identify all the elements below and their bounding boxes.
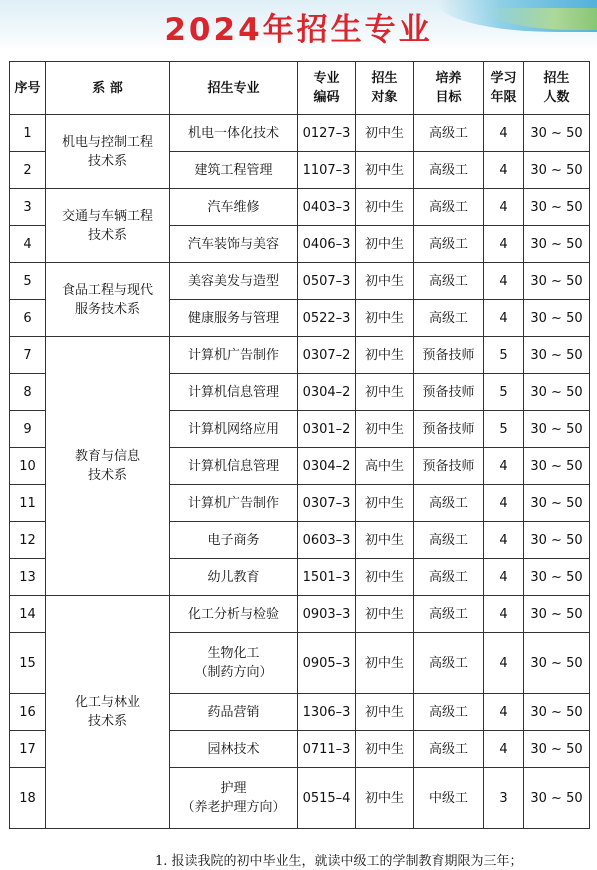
footnote: 1. 报读我院的初中毕业生，就读中级工的学制教育期限为三年； xyxy=(155,854,523,869)
cell-seq: 4 xyxy=(10,226,46,263)
table-row xyxy=(10,189,590,226)
cell-code: 0903–3 xyxy=(298,596,356,633)
cell-years: 5 xyxy=(484,337,524,374)
cell-target: 初中生 xyxy=(356,263,414,300)
cell-code: 0304–2 xyxy=(298,374,356,411)
header-target: 招生 对象 xyxy=(356,62,414,115)
cell-department: 教育与信息 技术系 xyxy=(46,337,170,596)
cell-years: 4 xyxy=(484,152,524,189)
cell-major: 园林技术 xyxy=(170,731,298,768)
cell-goal: 高级工 xyxy=(414,559,484,596)
cell-department: 食品工程与现代 服务技术系 xyxy=(46,263,170,337)
cell-seq: 9 xyxy=(10,411,46,448)
cell-seq: 6 xyxy=(10,300,46,337)
cell-target: 初中生 xyxy=(356,337,414,374)
cell-department: 交通与车辆工程 技术系 xyxy=(46,189,170,263)
cell-code: 0507–3 xyxy=(298,263,356,300)
cell-target: 初中生 xyxy=(356,768,414,829)
cell-years: 4 xyxy=(484,596,524,633)
cell-major: 美容美发与造型 xyxy=(170,263,298,300)
cell-seq: 12 xyxy=(10,522,46,559)
table-row xyxy=(10,337,590,374)
cell-seq: 15 xyxy=(10,633,46,694)
cell-major: 计算机广告制作 xyxy=(170,337,298,374)
cell-target: 初中生 xyxy=(356,596,414,633)
cell-seq: 2 xyxy=(10,152,46,189)
cell-count: 30 ~ 50 xyxy=(524,559,590,596)
cell-count: 30 ~ 50 xyxy=(524,226,590,263)
cell-department: 化工与林业 技术系 xyxy=(46,596,170,829)
cell-target: 初中生 xyxy=(356,411,414,448)
cell-seq: 14 xyxy=(10,596,46,633)
cell-count: 30 ~ 50 xyxy=(524,633,590,694)
cell-target: 初中生 xyxy=(356,731,414,768)
cell-seq: 8 xyxy=(10,374,46,411)
cell-target: 初中生 xyxy=(356,189,414,226)
cell-target: 初中生 xyxy=(356,559,414,596)
cell-major: 机电一体化技术 xyxy=(170,115,298,152)
cell-goal: 预备技师 xyxy=(414,337,484,374)
table-row xyxy=(10,596,590,633)
cell-code: 0307–2 xyxy=(298,337,356,374)
cell-goal: 预备技师 xyxy=(414,448,484,485)
cell-code: 0905–3 xyxy=(298,633,356,694)
cell-count: 30 ~ 50 xyxy=(524,152,590,189)
cell-code: 0406–3 xyxy=(298,226,356,263)
header-years: 学习 年限 xyxy=(484,62,524,115)
cell-years: 4 xyxy=(484,263,524,300)
cell-count: 30 ~ 50 xyxy=(524,115,590,152)
cell-department: 机电与控制工程 技术系 xyxy=(46,115,170,189)
cell-count: 30 ~ 50 xyxy=(524,263,590,300)
cell-target: 初中生 xyxy=(356,226,414,263)
cell-target: 初中生 xyxy=(356,522,414,559)
cell-target: 初中生 xyxy=(356,633,414,694)
cell-code: 0403–3 xyxy=(298,189,356,226)
cell-target: 初中生 xyxy=(356,152,414,189)
cell-count: 30 ~ 50 xyxy=(524,411,590,448)
cell-years: 4 xyxy=(484,633,524,694)
cell-years: 4 xyxy=(484,559,524,596)
cell-goal: 高级工 xyxy=(414,596,484,633)
cell-goal: 高级工 xyxy=(414,300,484,337)
header-code: 专业 编码 xyxy=(298,62,356,115)
cell-goal: 中级工 xyxy=(414,768,484,829)
cell-count: 30 ~ 50 xyxy=(524,485,590,522)
cell-major: 健康服务与管理 xyxy=(170,300,298,337)
cell-years: 4 xyxy=(484,485,524,522)
cell-goal: 高级工 xyxy=(414,731,484,768)
table-header-row xyxy=(10,62,590,115)
cell-seq: 10 xyxy=(10,448,46,485)
cell-goal: 高级工 xyxy=(414,189,484,226)
cell-goal: 高级工 xyxy=(414,226,484,263)
cell-goal: 预备技师 xyxy=(414,411,484,448)
cell-code: 0301–2 xyxy=(298,411,356,448)
cell-major: 计算机信息管理 xyxy=(170,448,298,485)
cell-code: 0515–4 xyxy=(298,768,356,829)
cell-seq: 16 xyxy=(10,694,46,731)
cell-goal: 高级工 xyxy=(414,263,484,300)
cell-count: 30 ~ 50 xyxy=(524,522,590,559)
cell-target: 初中生 xyxy=(356,694,414,731)
cell-count: 30 ~ 50 xyxy=(524,448,590,485)
cell-years: 5 xyxy=(484,374,524,411)
cell-years: 4 xyxy=(484,448,524,485)
cell-count: 30 ~ 50 xyxy=(524,694,590,731)
cell-major: 药品营销 xyxy=(170,694,298,731)
cell-count: 30 ~ 50 xyxy=(524,374,590,411)
cell-major: 汽车装饰与美容 xyxy=(170,226,298,263)
cell-code: 0603–3 xyxy=(298,522,356,559)
cell-years: 4 xyxy=(484,694,524,731)
cell-target: 高中生 xyxy=(356,448,414,485)
cell-years: 3 xyxy=(484,768,524,829)
cell-goal: 高级工 xyxy=(414,522,484,559)
cell-code: 0304–2 xyxy=(298,448,356,485)
cell-major: 建筑工程管理 xyxy=(170,152,298,189)
header-count: 招生 人数 xyxy=(524,62,590,115)
cell-major: 电子商务 xyxy=(170,522,298,559)
cell-seq: 3 xyxy=(10,189,46,226)
cell-code: 1107–3 xyxy=(298,152,356,189)
page-title: 2024年招生专业 xyxy=(164,12,433,48)
cell-goal: 高级工 xyxy=(414,152,484,189)
cell-seq: 18 xyxy=(10,768,46,829)
table-row xyxy=(10,263,590,300)
cell-code: 0307–3 xyxy=(298,485,356,522)
cell-goal: 预备技师 xyxy=(414,374,484,411)
cell-seq: 17 xyxy=(10,731,46,768)
cell-goal: 高级工 xyxy=(414,485,484,522)
cell-seq: 7 xyxy=(10,337,46,374)
cell-seq: 5 xyxy=(10,263,46,300)
cell-seq: 1 xyxy=(10,115,46,152)
cell-major: 生物化工 （制药方向） xyxy=(170,633,298,694)
cell-code: 0711–3 xyxy=(298,731,356,768)
cell-target: 初中生 xyxy=(356,374,414,411)
cell-count: 30 ~ 50 xyxy=(524,768,590,829)
cell-years: 4 xyxy=(484,731,524,768)
cell-years: 4 xyxy=(484,115,524,152)
cell-major: 汽车维修 xyxy=(170,189,298,226)
cell-count: 30 ~ 50 xyxy=(524,337,590,374)
cell-count: 30 ~ 50 xyxy=(524,731,590,768)
cell-count: 30 ~ 50 xyxy=(524,300,590,337)
cell-major: 计算机信息管理 xyxy=(170,374,298,411)
cell-code: 1306–3 xyxy=(298,694,356,731)
cell-seq: 11 xyxy=(10,485,46,522)
cell-major: 幼儿教育 xyxy=(170,559,298,596)
cell-major: 化工分析与检验 xyxy=(170,596,298,633)
cell-count: 30 ~ 50 xyxy=(524,596,590,633)
cell-goal: 高级工 xyxy=(414,633,484,694)
cell-code: 0127–3 xyxy=(298,115,356,152)
cell-target: 初中生 xyxy=(356,115,414,152)
header-dept: 系 部 xyxy=(46,62,170,115)
header-seq: 序号 xyxy=(10,62,46,115)
cell-major: 护理 （养老护理方向） xyxy=(170,768,298,829)
cell-years: 4 xyxy=(484,189,524,226)
cell-code: 1501–3 xyxy=(298,559,356,596)
cell-years: 4 xyxy=(484,300,524,337)
table-row xyxy=(10,115,590,152)
cell-code: 0522–3 xyxy=(298,300,356,337)
cell-years: 4 xyxy=(484,226,524,263)
header-goal: 培养 目标 xyxy=(414,62,484,115)
header-major: 招生专业 xyxy=(170,62,298,115)
cell-target: 初中生 xyxy=(356,300,414,337)
enrollment-table xyxy=(9,61,590,829)
cell-goal: 高级工 xyxy=(414,694,484,731)
cell-major: 计算机广告制作 xyxy=(170,485,298,522)
cell-seq: 13 xyxy=(10,559,46,596)
cell-major: 计算机网络应用 xyxy=(170,411,298,448)
cell-goal: 高级工 xyxy=(414,115,484,152)
cell-target: 初中生 xyxy=(356,485,414,522)
cell-years: 4 xyxy=(484,522,524,559)
cell-years: 5 xyxy=(484,411,524,448)
cell-count: 30 ~ 50 xyxy=(524,189,590,226)
